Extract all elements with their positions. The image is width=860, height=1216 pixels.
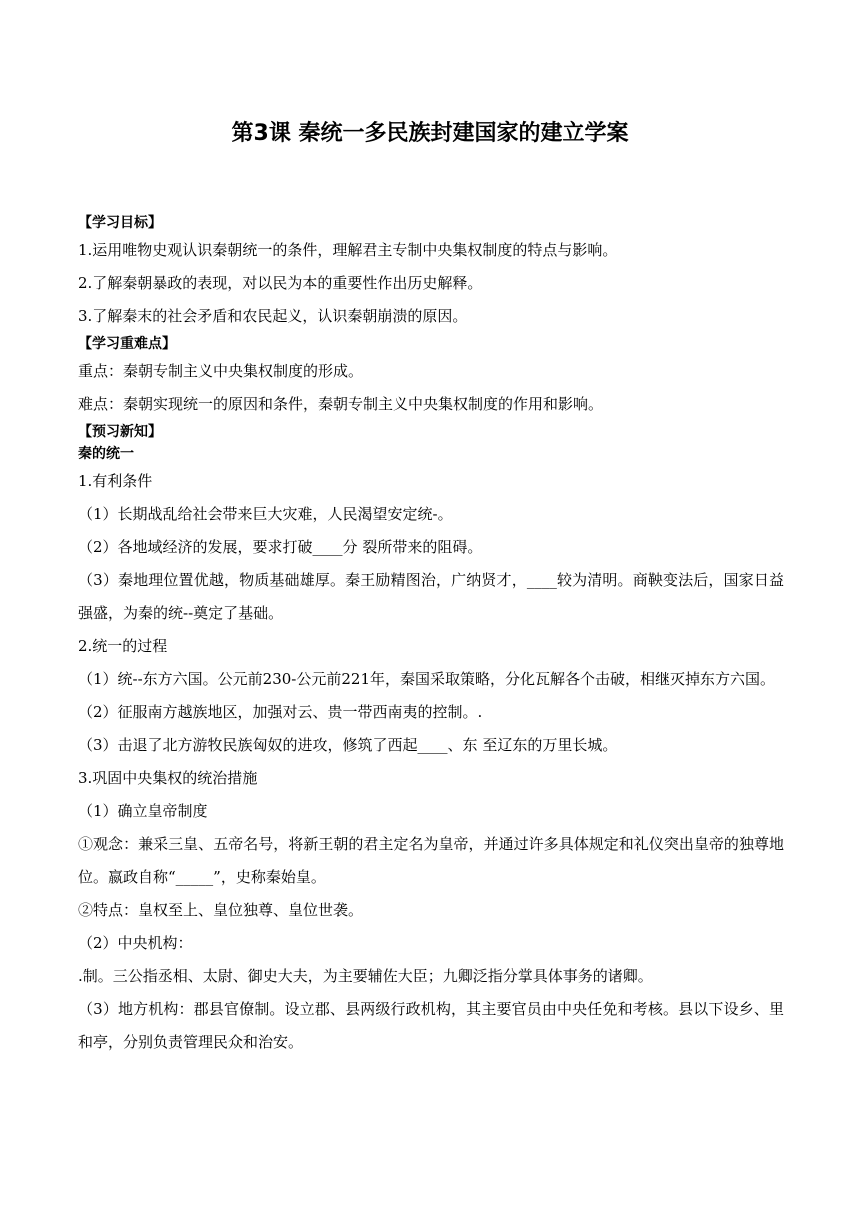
preview-line: 2.统一的过程: [78, 637, 168, 655]
preview-line: （2）各地域经济的发展，要求打破____分 裂所带来的阻碍。: [78, 538, 483, 556]
preview-line: （1）确立皇帝制度: [78, 802, 208, 820]
preview-line: （2）征服南方越族地区，加强对云、贵一带西南夷的控制。.: [78, 703, 483, 721]
section-heading-preview: 【预习新知】: [78, 424, 162, 440]
document-body: [78, 212, 784, 1059]
key-point-line: 重点：秦朝专制主义中央集权制度的形成。: [78, 362, 364, 380]
preview-line: （3）击退了北方游牧民族匈奴的进攻，修筑了西起____、东 至辽东的万里长城。: [78, 736, 618, 754]
preview-line: 3.巩固中央集权的统治措施: [78, 769, 258, 787]
subsection-heading: 秦的统一: [78, 446, 134, 462]
preview-line: （2）中央机构：: [78, 934, 193, 952]
preview-line: .制。三公指丞相、太尉、御史大夫，为主要辅佐大臣；九卿泛指分掌具体事务的诸卿。: [78, 967, 653, 985]
preview-line: （1）长期战乱给社会带来巨大灾难，人民渴望安定统-。: [78, 505, 453, 523]
objective-line: 1.运用唯物史观认识秦朝统一的条件，理解君主专制中央集权制度的特点与影响。: [78, 241, 618, 259]
objective-line: 2.了解秦朝暴政的表现，对以民为本的重要性作出历史解释。: [78, 274, 483, 292]
key-point-line: 难点：秦朝实现统一的原因和条件，秦朝专制主义中央集权制度的作用和影响。: [78, 395, 604, 413]
section-heading-objectives: 【学习目标】: [78, 215, 162, 231]
section-heading-key-points: 【学习重难点】: [78, 336, 176, 352]
page-title: 第3课 秦统一多民族封建国家的建立学案: [231, 121, 629, 146]
objective-line: 3.了解秦末的社会矛盾和农民起义，认识秦朝崩溃的原因。: [78, 307, 468, 325]
preview-line: ①观念：兼采三皇、五帝名号，将新王朝的君主定名为皇帝，并通过许多具体规定和礼仪突出皇帝的独尊地位。嬴政自称“_____”，史称秦始皇。: [78, 835, 784, 886]
preview-line: （3）秦地理位置优越，物质基础雄厚。秦王励精图治，广纳贤才，____较为清明。商鞅变法后，国家日益强盛，为秦的统--奠定了基础。: [78, 571, 784, 622]
preview-line: 1.有利条件: [78, 472, 153, 490]
preview-line: （3）地方机构：郡县官僚制。设立郡、县两级行政机构，其主要官员由中央任免和考核。县以下设乡、里和亭，分别负责管理民众和治安。: [78, 1000, 784, 1051]
preview-line: （1）统--东方六国。公元前230-公元前221年，秦国采取策略，分化瓦解各个击破，相继灭掉东方六国。: [78, 670, 776, 688]
preview-line: ②特点：皇权至上、皇位独尊、皇位世袭。: [78, 901, 364, 919]
